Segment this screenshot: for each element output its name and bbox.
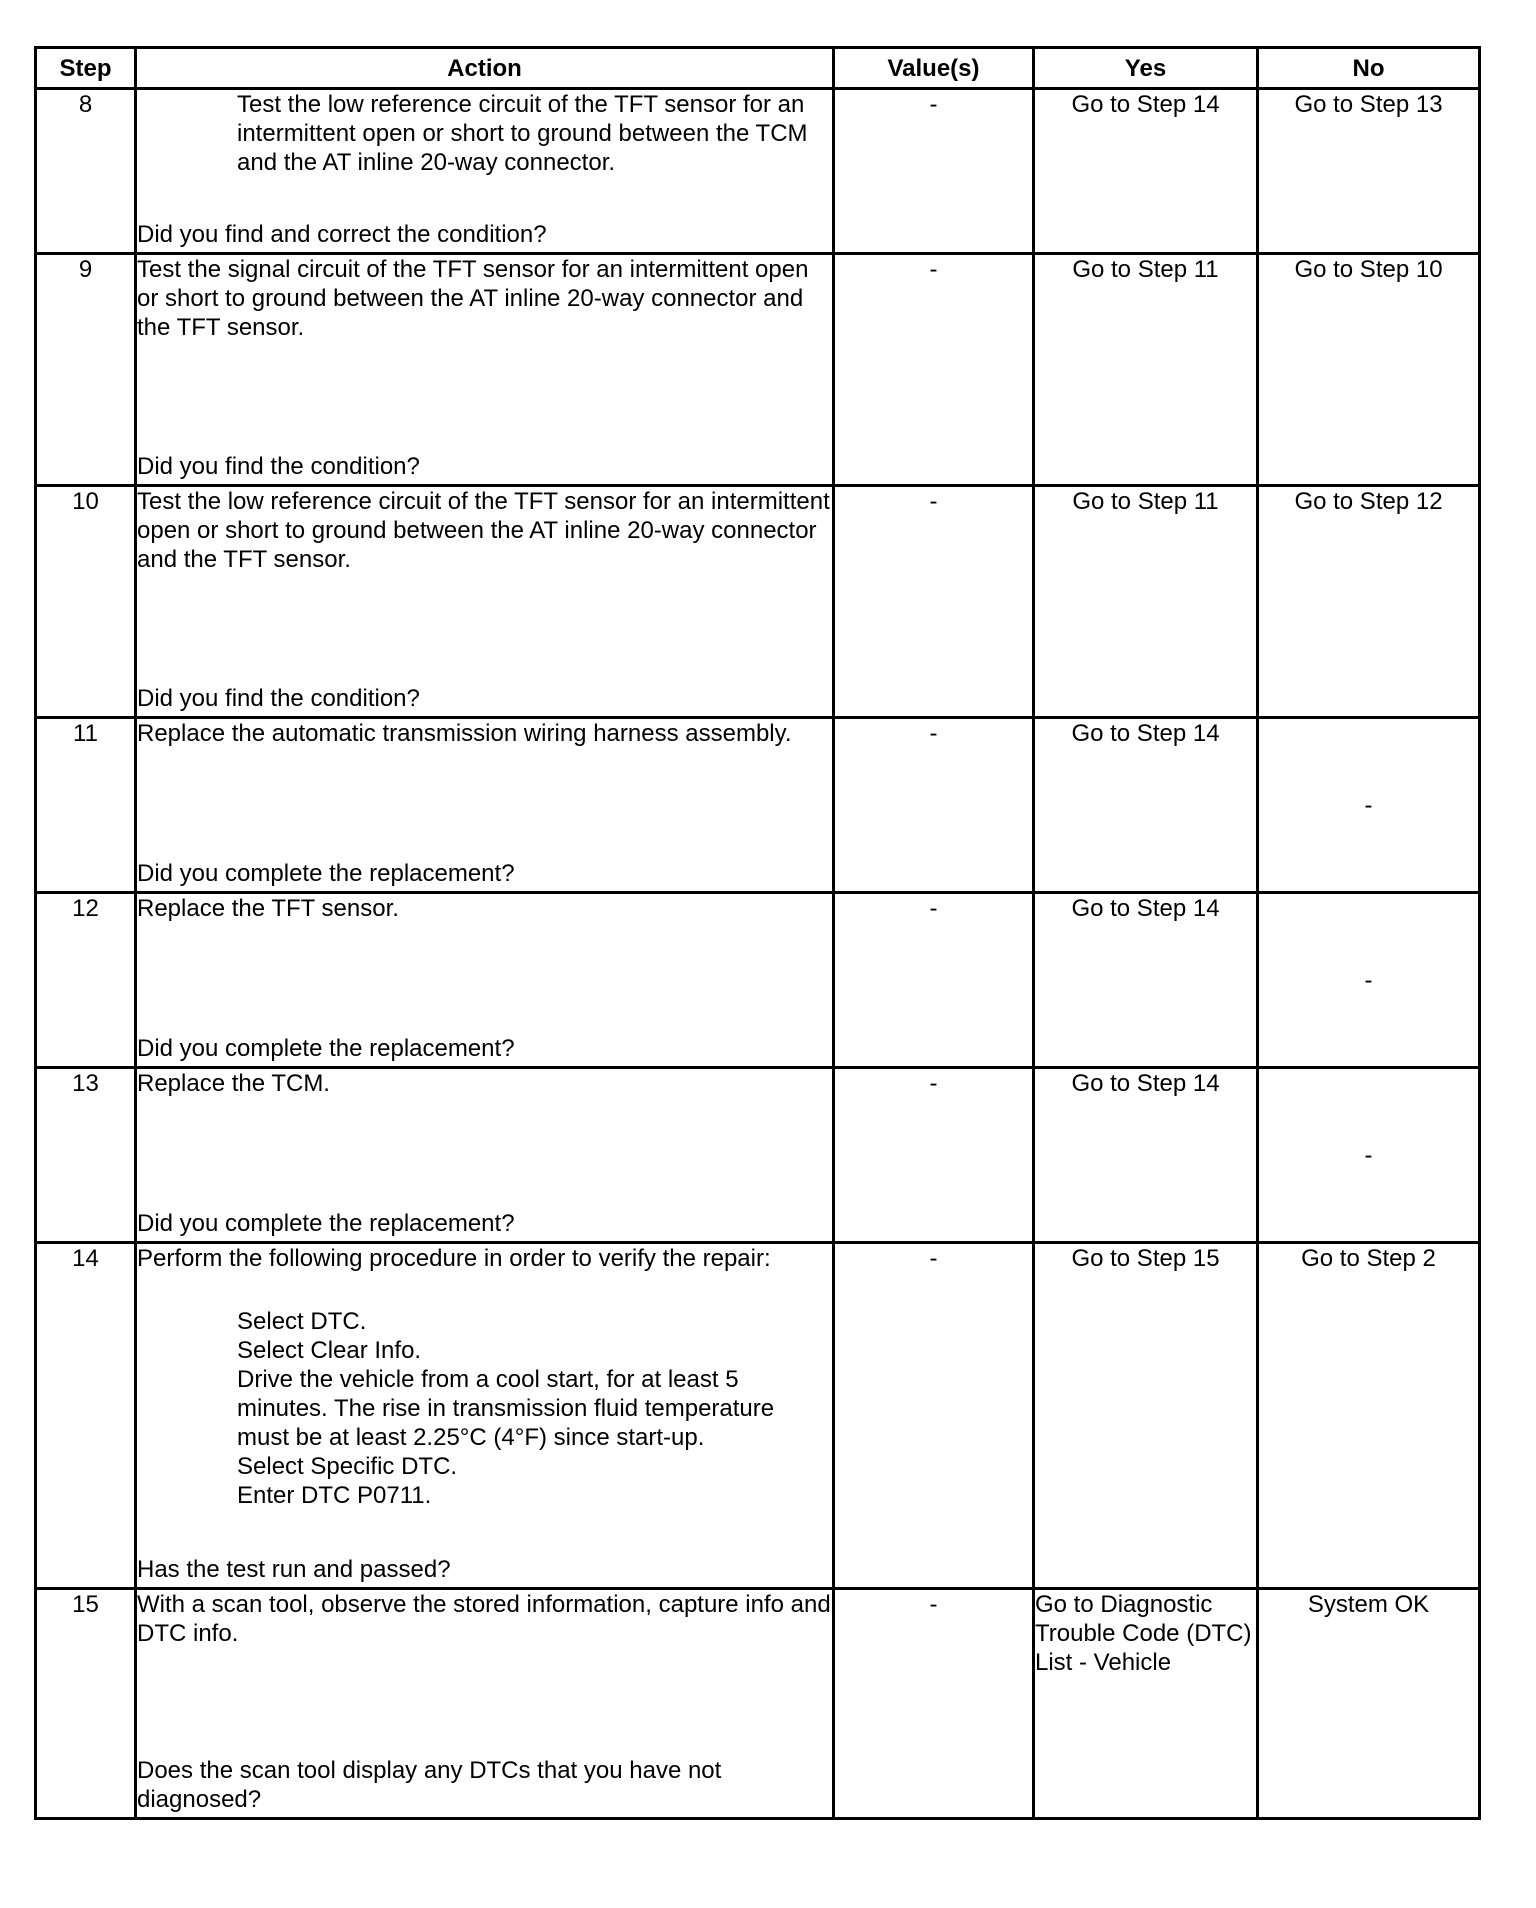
table-row bbox=[36, 1243, 1480, 1589]
step-number: 9 bbox=[36, 254, 136, 486]
yes-cell: Go to Step 14 bbox=[1034, 718, 1258, 893]
procedure-step: Drive the vehicle from a cool start, for at least 5 minutes. The rise in transmission fluid temperature must be at least 2.25°C (4°F) since start-up. bbox=[237, 1366, 775, 1451]
action-text: Replace the automatic transmission wiring harness assembly. bbox=[137, 720, 792, 747]
action-question: Has the test run and passed? bbox=[137, 1556, 451, 1583]
table-row bbox=[36, 486, 1480, 718]
diagnostic-step-table bbox=[34, 46, 1478, 1820]
header-action: Action bbox=[136, 48, 834, 89]
no-cell: Go to Step 13 bbox=[1258, 89, 1480, 254]
procedure-list bbox=[137, 1307, 832, 1510]
table-row bbox=[36, 718, 1480, 893]
step-number: 10 bbox=[36, 486, 136, 718]
action-text: Replace the TCM. bbox=[137, 1070, 330, 1097]
step-number: 13 bbox=[36, 1068, 136, 1243]
action-question: Did you find the condition? bbox=[137, 685, 420, 712]
action-text: Perform the following procedure in order to verify the repair: bbox=[137, 1245, 771, 1272]
action-cell bbox=[136, 1243, 834, 1589]
yes-cell: Go to Step 11 bbox=[1034, 486, 1258, 718]
no-cell: - bbox=[1258, 718, 1480, 893]
action-cell bbox=[136, 893, 834, 1068]
header-step: Step bbox=[36, 48, 136, 89]
action-question: Did you find and correct the condition? bbox=[137, 221, 547, 248]
no-cell: Go to Step 12 bbox=[1258, 486, 1480, 718]
table-row bbox=[36, 1589, 1480, 1819]
action-text: Test the low reference circuit of the TFT sensor for an intermittent open or short to ground between the TCM and the AT inline 20-way connector. bbox=[237, 91, 808, 176]
yes-cell: Go to Step 14 bbox=[1034, 1068, 1258, 1243]
action-cell bbox=[136, 1068, 834, 1243]
action-question: Did you complete the replacement? bbox=[137, 1210, 515, 1237]
no-cell: Go to Step 10 bbox=[1258, 254, 1480, 486]
value-cell: - bbox=[834, 718, 1034, 893]
value-cell: - bbox=[834, 254, 1034, 486]
action-question: Did you complete the replacement? bbox=[137, 1035, 515, 1062]
yes-cell: Go to Step 15 bbox=[1034, 1243, 1258, 1589]
value-cell: - bbox=[834, 1243, 1034, 1589]
no-cell: Go to Step 2 bbox=[1258, 1243, 1480, 1589]
yes-cell: Go to Step 14 bbox=[1034, 89, 1258, 254]
action-question: Does the scan tool display any DTCs that you have not diagnosed? bbox=[137, 1757, 722, 1813]
action-text: With a scan tool, observe the stored information, capture info and DTC info. bbox=[137, 1591, 831, 1647]
action-text: Replace the TFT sensor. bbox=[137, 895, 399, 922]
table-row bbox=[36, 1068, 1480, 1243]
procedure-step: Select Specific DTC. bbox=[237, 1453, 458, 1480]
step-number: 15 bbox=[36, 1589, 136, 1819]
action-cell bbox=[136, 254, 834, 486]
action-text: Test the low reference circuit of the TFT sensor for an intermittent open or short to ground between the AT inline 20-way connector and the TFT sensor. bbox=[137, 488, 830, 573]
header-values: Value(s) bbox=[834, 48, 1034, 89]
action-cell bbox=[136, 486, 834, 718]
no-cell: System OK bbox=[1258, 1589, 1480, 1819]
table-row bbox=[36, 893, 1480, 1068]
table-row bbox=[36, 254, 1480, 486]
yes-cell: Go to Step 11 bbox=[1034, 254, 1258, 486]
value-cell: - bbox=[834, 893, 1034, 1068]
no-cell: - bbox=[1258, 1068, 1480, 1243]
yes-cell: Go to Step 14 bbox=[1034, 893, 1258, 1068]
steps-table bbox=[34, 46, 1481, 1820]
value-cell: - bbox=[834, 1068, 1034, 1243]
yes-cell: Go to Diagnostic Trouble Code (DTC) List - Vehicle bbox=[1034, 1589, 1258, 1819]
action-text: Test the signal circuit of the TFT sensor for an intermittent open or short to ground between the AT inline 20-way connector and the TFT sensor. bbox=[137, 256, 809, 341]
action-cell bbox=[136, 718, 834, 893]
step-number: 14 bbox=[36, 1243, 136, 1589]
procedure-step: Select Clear Info. bbox=[237, 1337, 422, 1364]
header-no: No bbox=[1258, 48, 1480, 89]
value-cell: - bbox=[834, 486, 1034, 718]
step-number: 8 bbox=[36, 89, 136, 254]
step-number: 11 bbox=[36, 718, 136, 893]
action-cell bbox=[136, 1589, 834, 1819]
action-question: Did you find the condition? bbox=[137, 453, 420, 480]
table-row bbox=[36, 89, 1480, 254]
header-yes: Yes bbox=[1034, 48, 1258, 89]
procedure-step: Select DTC. bbox=[237, 1308, 367, 1335]
procedure-step: Enter DTC P0711. bbox=[237, 1482, 432, 1509]
action-cell bbox=[136, 89, 834, 254]
action-question: Did you complete the replacement? bbox=[137, 860, 515, 887]
header-row bbox=[36, 48, 1480, 89]
value-cell: - bbox=[834, 89, 1034, 254]
value-cell: - bbox=[834, 1589, 1034, 1819]
step-number: 12 bbox=[36, 893, 136, 1068]
no-cell: - bbox=[1258, 893, 1480, 1068]
